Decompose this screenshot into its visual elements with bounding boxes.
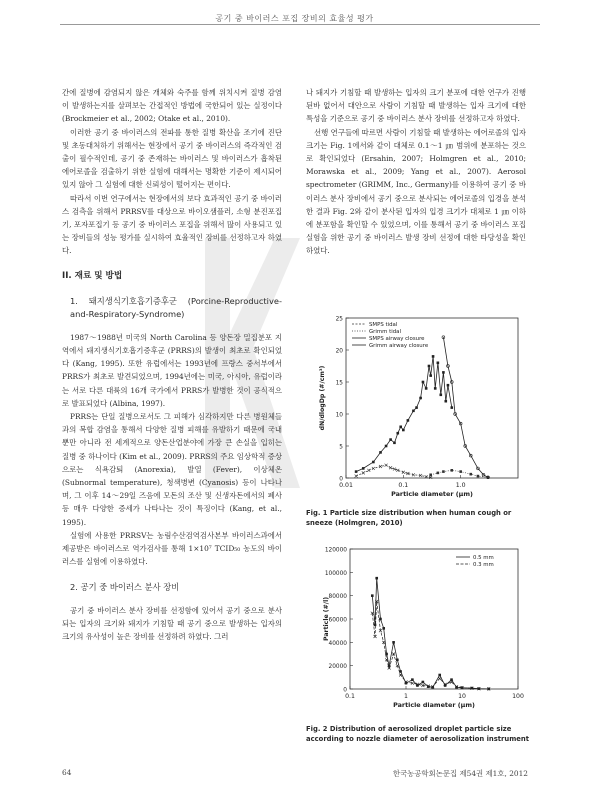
data-point [469, 473, 472, 476]
y-tick-label: 0 [339, 476, 343, 483]
data-point [355, 470, 358, 473]
section-title: II. 재료 및 방법 [62, 270, 123, 281]
y-tick-label: 80000 [328, 594, 347, 601]
data-point [396, 432, 399, 435]
data-point [450, 678, 453, 681]
data-point [402, 429, 405, 432]
figure-1 [306, 312, 528, 508]
legend-label: Grimm airway closure [369, 343, 429, 349]
fig2-caption: Fig. 2 Distribution of aerosolized droplet particle size according to nozzle diameter of aerosolization instrument [306, 725, 530, 743]
y-axis-label: dN/dlogDp (#/cm³) [319, 365, 326, 431]
data-point [382, 627, 385, 630]
data-point [434, 387, 437, 390]
data-point [447, 384, 450, 387]
x-tick-label: 10 [458, 693, 466, 700]
data-point [428, 365, 431, 368]
data-point [429, 474, 432, 477]
journal-citation: 한국농공학회논문집 제54권 제1호, 2012 [392, 769, 528, 778]
x-tick-label: 100 [512, 693, 524, 700]
y-axis-label: Particle (#/l) [323, 596, 330, 642]
paragraph: 따라서 이번 연구에서는 현장에서의 보다 효과적인 공기 중 바이러스 검측을 위해서 PRRSV를 대상으로 바이오샘플러, 소형 분진포집기, 포자포집기 등 공기 중 바이러스 포집을 위해서 많이 사용되고 있는 장비들의 성능 평가를 실시하여 효율적인 장비를 선정하고자 하였다. [62, 193, 282, 256]
subsection-title: 1. 돼지생식기호흡기증후군 (Porcine-Reproductive-and-Respiratory-Syndrome) [70, 295, 282, 319]
right-column [306, 86, 526, 258]
fig1-caption: Fig. 1 Particle size distribution when human cough or sneeze (Holmgren, 2010) [306, 509, 512, 527]
series-line [372, 602, 488, 689]
data-point [412, 410, 415, 413]
y-tick-label: 120000 [324, 547, 347, 554]
data-point [389, 438, 392, 441]
data-point [444, 400, 447, 403]
x-tick-label: 1 [404, 693, 408, 700]
series-line [431, 470, 488, 477]
data-point [437, 472, 440, 475]
fig1-chart [306, 312, 528, 508]
x-tick-label: 0.1 [345, 693, 355, 700]
y-tick-label: 60000 [328, 617, 347, 624]
plot-frame [346, 318, 518, 478]
y-tick-label: 20 [335, 348, 343, 355]
data-point [411, 678, 414, 681]
left-column [62, 86, 282, 643]
y-tick-label: 10 [335, 412, 343, 419]
data-point [442, 371, 445, 374]
data-point [415, 406, 418, 409]
fig2-chart [306, 543, 528, 721]
legend-label: 0.5 mm [473, 555, 494, 561]
y-tick-label: 0 [343, 687, 347, 694]
y-tick-label: 20000 [328, 664, 347, 671]
data-point [450, 469, 453, 472]
x-tick-label: 0.01 [339, 482, 353, 489]
paragraph: 1987～1988년 미국의 North Carolina 등 양돈장 밀집분포 지역에서 돼지생식기호흡기증후군 (PRRS)의 발생이 최초로 확인되었다 (Kang, 1995). 또한 유럽에서는 1993년에 프랑스 중서부에서 PRRS가 최초로 발견되었으며, 1994년에는 미국, 아시아, 유럽이라는 서로 다른 대륙의 16개 국가에서 PRRS가 발병한 것이 공식적으로 발표되었다 (Albina, 1997). [62, 332, 282, 408]
data-point [396, 659, 399, 662]
data-point [375, 577, 378, 580]
data-point [362, 467, 365, 470]
data-point [477, 475, 480, 478]
y-tick-label: 5 [339, 444, 343, 451]
figure-2 [306, 543, 528, 721]
data-point [442, 470, 445, 473]
data-point [371, 594, 374, 597]
data-point [385, 445, 388, 448]
paragraph: 공기 중 바이러스 분사 장비를 선정함에 있어서 공기 중으로 분사되는 입자의 크기와 돼지가 기침할 때 공기 중으로 발생하는 입자의 크기의 유사성이 높은 장비를 선정하려 하였다. 그러 [62, 605, 282, 641]
x-tick-label: 0.1 [398, 482, 409, 489]
data-point [379, 618, 382, 621]
data-point [425, 387, 428, 390]
data-point [437, 362, 440, 365]
x-axis-label: Particle diameter (μm) [393, 701, 475, 709]
data-point [399, 426, 402, 429]
data-point [372, 461, 375, 464]
paragraph: 나 돼지가 기침할 때 발생하는 입자의 크기 분포에 대한 연구가 진행된바 없어서 대안으로 사람이 기침할 때 발생하는 입자 크기에 대한 특성을 기준으로 공기 중 바이러스 분사 장비를 선정하고자 하였다. [306, 88, 526, 124]
paragraph: 선행 연구들에 따르면 사람이 기침할 때 발생하는 에어로졸의 입자 크기는 Fig. 1에서와 같이 대체로 0.1～1 ㎛ 범위에 분포하는 것으로 확인되었다 (Ersahin, 2007; Holmgren et al., 2010; Morawska et al., 2009; Yang et al., 2007). Aerosol spectrometer (GRIMM, Inc., Germany)를 이용하여 공기 중 바이러스 분사 장비에서 공기 중으로 분사되는 에어로졸의 입경을 분석한 결과 Fig. 2와 같이 분사된 입자의 입경 크기가 대체로 1 ㎛ 이하에 분포함을 확인할 수 있었으며, 이를 통해서 공기 중 바이러스 포집 실험을 위한 공기 중 바이러스 발생 장비 선정에 대한 타당성을 확인하였다. [306, 127, 526, 256]
paragraph: PRRS는 단일 질병으로서도 그 피해가 심각하지만 다른 병원체들과의 복합 감염을 통해서 다양한 질병 피해를 유발하기 때문에 국내뿐만 아니라 전 세계적으로 양돈산업분야에 가장 큰 손실을 입히는 질병 중 하나이다 (Kim et al., 2009). PRRS의 주요 임상학적 증상으로는 식욕감퇴 (Anorexia), 발열 (Fever), 이상체온 (Subnormal temperature), 청색병변 (Cyanosis) 등이 나타나며, 그 이후 14～29일 즈음에 모돈의 조산 및 신생자돈에서의 폐사 등 매우 다양한 증세가 나타나는 것이 특징이다 (Kang, et al., 1995). [62, 412, 282, 527]
legend-label: SMPS tidal [369, 322, 398, 328]
x-axis-label: Particle diameter (μm) [391, 490, 473, 498]
legend-label: Grimm tidal [369, 329, 401, 335]
data-point [422, 681, 425, 684]
subsection-title: 2. 공기 중 바이러스 분사 장비 [70, 581, 180, 592]
data-point [422, 381, 425, 384]
data-point [407, 419, 410, 422]
header-rule [60, 24, 540, 25]
data-point [379, 451, 382, 454]
y-tick-label: 15 [335, 380, 343, 387]
paragraph: 이러한 공기 중 바이러스의 전파를 통한 질병 확산을 조기에 진단 및 초동대처하기 위해서는 현장에서 공기 중 바이러스의 즉각적인 검출이 필수적인데, 공기 중 존재하는 바이러스 및 바이러스가 흡착된 에어로졸을 검출하기 위한 실험에 대해서는 명확한 기준이 제시되어 있지 않아 그 실험에 대한 신뢰성이 떨어지는 편이다. [62, 127, 282, 190]
legend-label: SMPS airway closure [369, 336, 425, 342]
data-point [419, 397, 422, 400]
paragraph: 실험에 사용한 PRRSV는 농림수산검역검사본부 바이러스과에서 제공받은 바이러스로 역가검사를 통해 1×10⁷ TCID₅₀ 농도의 바이러스를 실험에 이용하였다. [62, 530, 282, 567]
data-point [429, 374, 432, 377]
data-point [393, 442, 396, 445]
running-header: 공기 중 바이러스 포집 장비의 효율성 평가 [215, 14, 374, 23]
y-tick-label: 40000 [328, 640, 347, 647]
data-point [432, 355, 435, 358]
series-line [372, 578, 488, 689]
series-line [443, 337, 488, 477]
data-point [459, 470, 462, 473]
data-point [392, 641, 395, 644]
data-point [438, 674, 441, 677]
legend-label: 0.3 mm [473, 562, 494, 568]
paragraph: 간에 질병에 감염되지 않은 개체와 숙주를 함께 위치시켜 질병 감염이 발생하는지를 살펴보는 간접적인 방법에 국한되어 있는 실정이다 (Brockmeier et al., 2002; Otake et al., 2010). [62, 88, 282, 124]
series-line [356, 356, 452, 471]
y-tick-label: 100000 [324, 570, 347, 577]
y-tick-label: 25 [335, 316, 343, 323]
series-line [356, 465, 431, 477]
page-number: 64 [62, 768, 72, 777]
data-point [439, 394, 442, 397]
data-point [450, 406, 453, 409]
x-tick-label: 1.0 [455, 482, 466, 489]
